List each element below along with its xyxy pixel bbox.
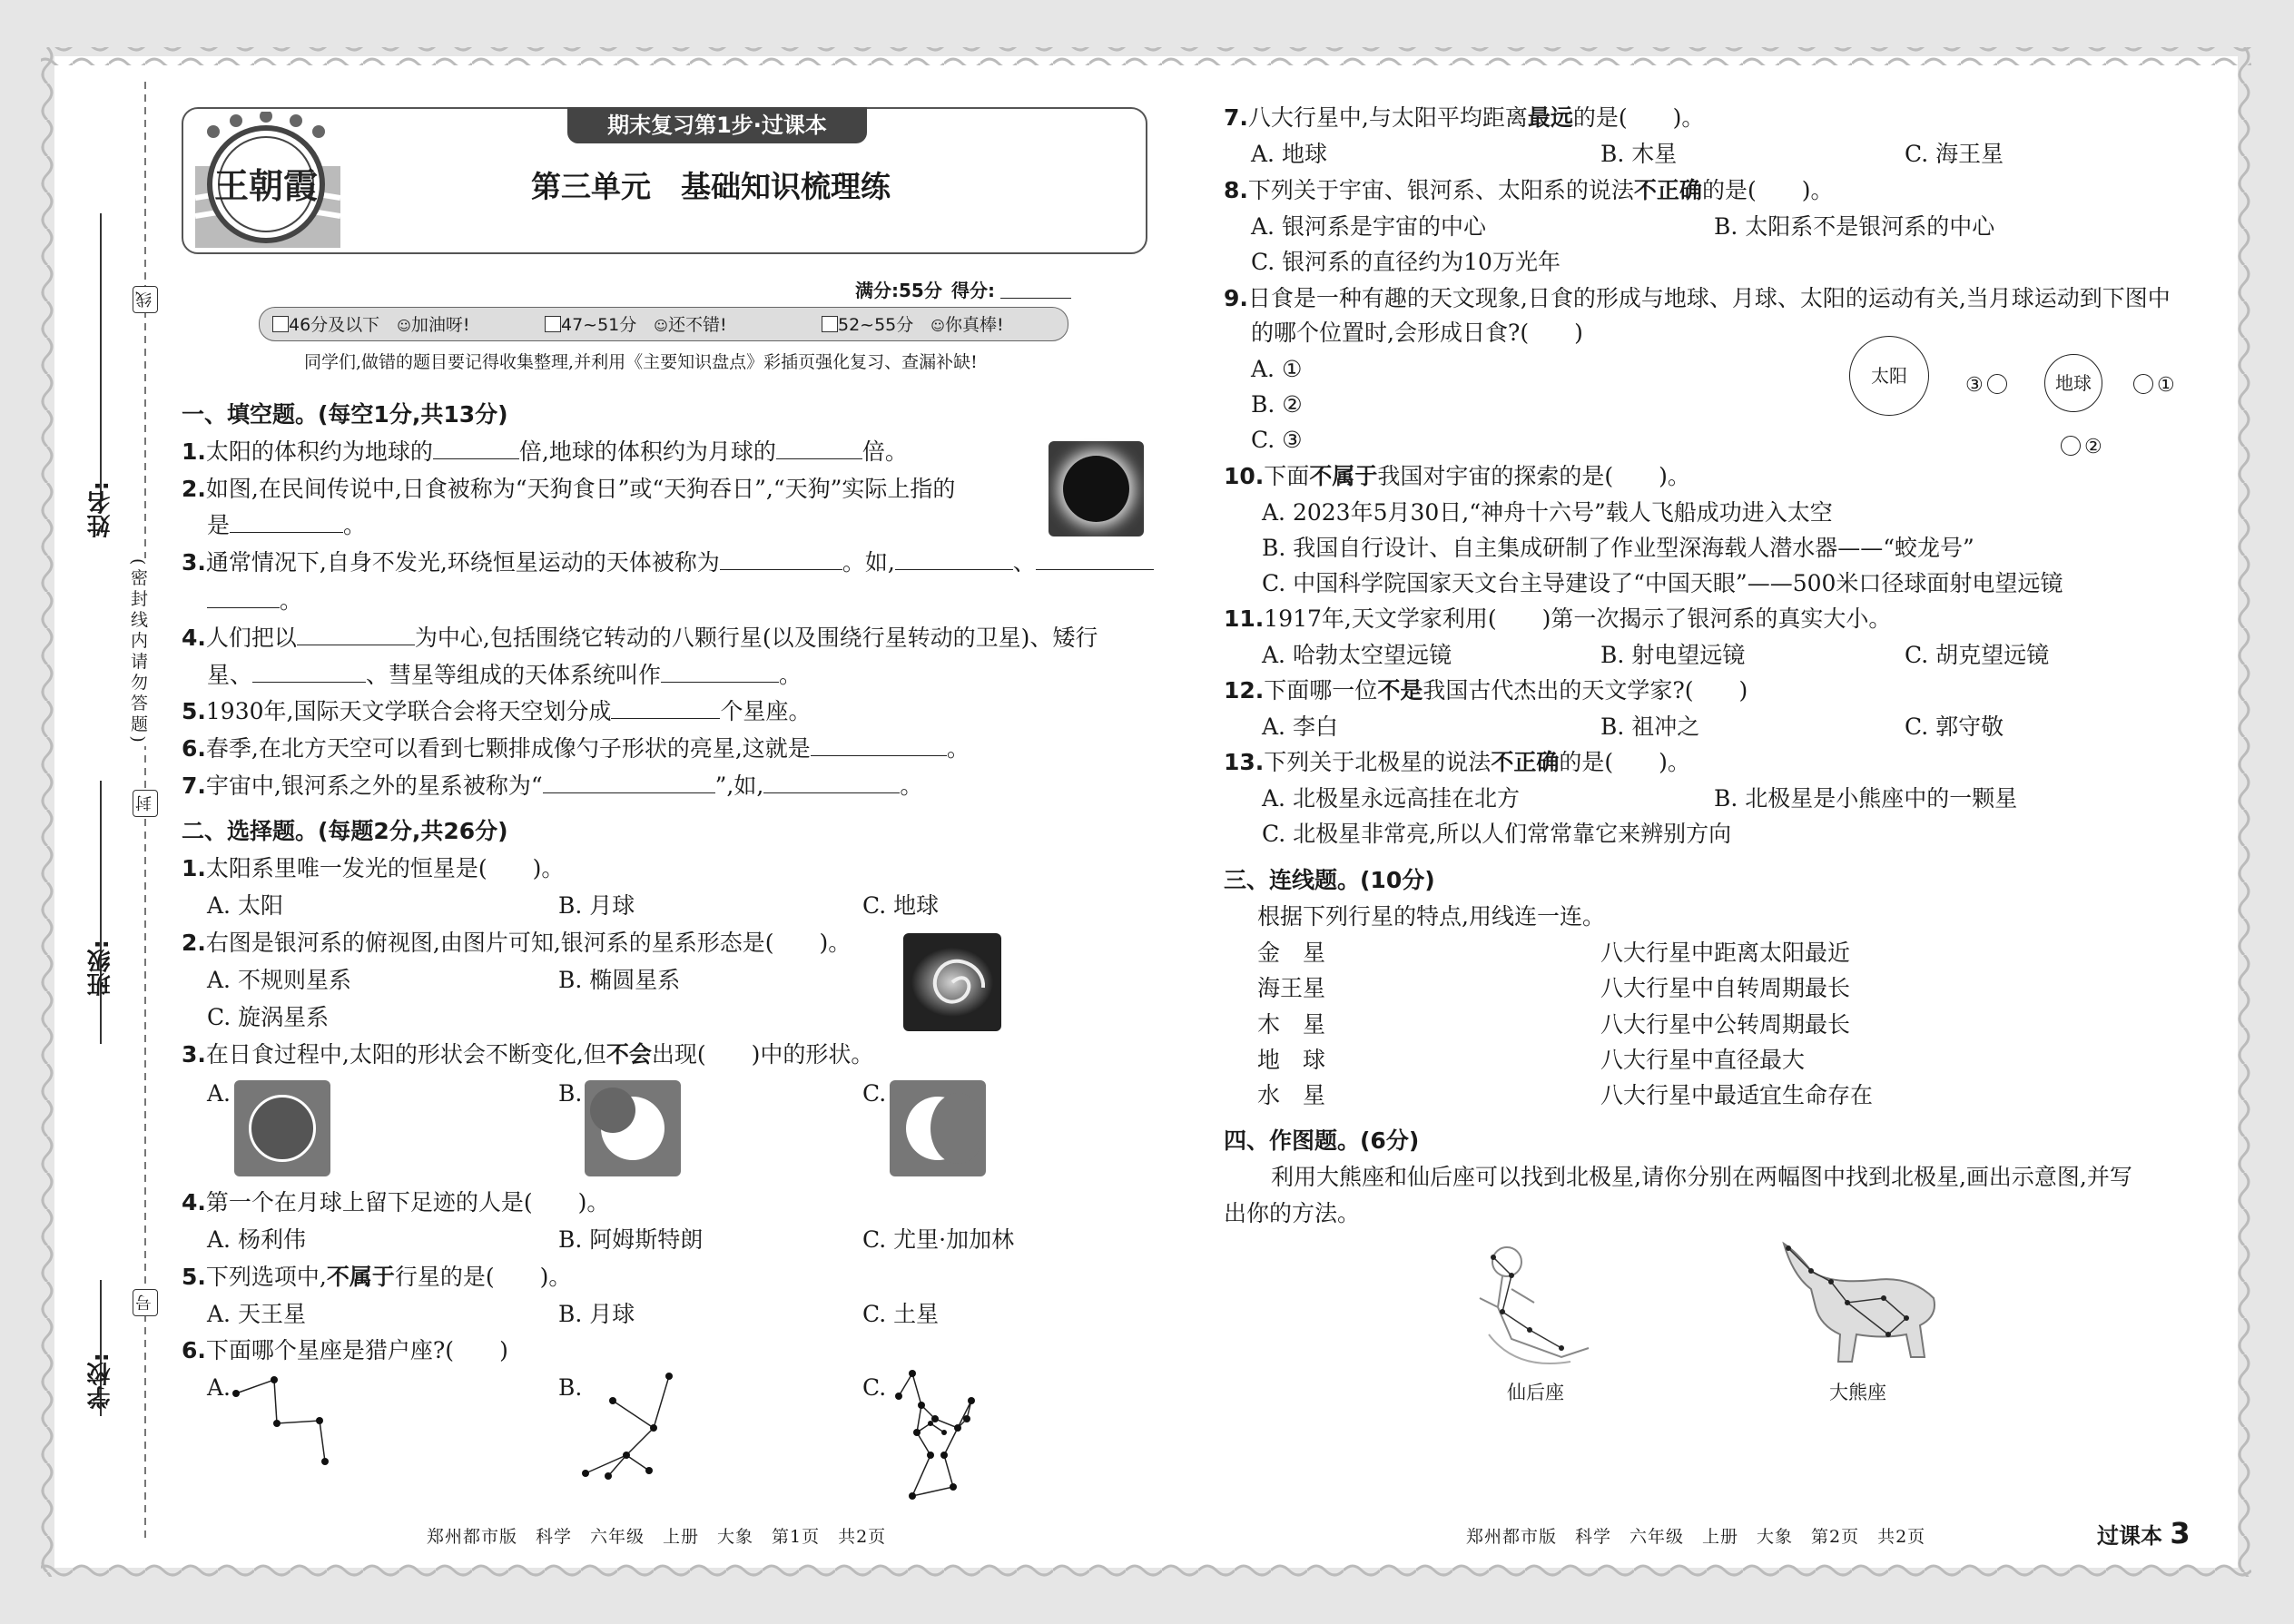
s2-q6-c: C. — [862, 1374, 887, 1401]
s1-q2-line2: 是 。 — [207, 512, 367, 538]
constellation-c — [881, 1369, 980, 1501]
s2-q1-c: C. 地球 — [862, 892, 940, 919]
feng-mark: 封 — [133, 790, 158, 817]
s3-intro: 根据下列行星的特点,用线连一连。 — [1257, 903, 1605, 930]
s2-q2: 2.右图是银河系的俯视图,由图片可知,银河系的星系形态是( )。 — [182, 930, 852, 956]
name-line — [100, 213, 129, 513]
s1-q3-line2: 。 — [207, 586, 302, 616]
s2-q1-a: A. 太阳 — [207, 892, 283, 919]
s2-q8-b: B. 太阳系不是银河系的中心 — [1714, 213, 1995, 240]
sun-circle: 太阳 — [1849, 336, 1929, 416]
grade-2: 47~51分 ☺还不错! — [545, 311, 727, 336]
s2-q7-c: C. 海王星 — [1905, 141, 2004, 167]
s1-q3: 3.通常情况下,自身不发光,环绕恒星运动的天体被称为 。如, 、 — [182, 547, 1154, 578]
cassiopeia-caption: 仙后座 — [1507, 1382, 1564, 1403]
s2-q10-b: B. 我国自行设计、自主集成研制了作业型深海载人潜水器——“蛟龙号” — [1262, 535, 1974, 561]
earth-circle: 地球 — [2044, 354, 2102, 412]
s2-q1-b: B. 月球 — [558, 892, 635, 919]
s2-q12-b: B. 祖冲之 — [1600, 714, 1700, 740]
feature-right-4[interactable]: 八大行星中直径最大 — [1600, 1047, 1806, 1073]
planet-left-5[interactable]: 水 星 — [1257, 1082, 1326, 1108]
s4-text-1: 利用大熊座和仙后座可以找到北极星,请你分别在两幅图中找到北极星,画出示意图,并写 — [1271, 1164, 2132, 1190]
s2-q9-line2: 的哪个位置时,会形成日食?( ) — [1251, 320, 1583, 346]
s2-q9-c: C. ③ — [1251, 427, 1303, 453]
s2-q8: 8.下列关于宇宙、银河系、太阳系的说法不正确的是( )。 — [1224, 177, 1834, 203]
s2-q5-a: A. 天王星 — [207, 1301, 306, 1327]
no-answer-note: (密封线内请勿答题) — [128, 558, 148, 746]
grade-3: 52~55分 ☺你真棒! — [822, 311, 1004, 336]
s2-q3-c: C. — [862, 1080, 887, 1107]
hao-mark: 号 — [133, 1289, 158, 1316]
section-4-title: 四、作图题。(6分) — [1224, 1127, 1420, 1154]
s2-q13-b: B. 北极星是小熊座中的一颗星 — [1714, 785, 2018, 812]
s2-q11: 11.1917年,天文学家利用( )第一次揭示了银河系的真实大小。 — [1224, 605, 1892, 632]
s2-q4-a: A. 杨利伟 — [207, 1226, 306, 1253]
class-line — [100, 781, 129, 1044]
s2-q2-b: B. 椭圆星系 — [558, 967, 681, 993]
feature-right-2[interactable]: 八大行星中自转周期最长 — [1600, 975, 1851, 1001]
ursa-major-figure — [1775, 1235, 1947, 1380]
section-2-title: 二、选择题。(每题2分,共26分) — [182, 818, 508, 844]
s2-q10: 10.下面不属于我国对宇宙的探索的是( )。 — [1224, 463, 1690, 489]
eclipse-option-a — [234, 1080, 330, 1176]
s2-q1: 1.太阳系里唯一发光的恒星是( )。 — [182, 855, 565, 881]
s2-q2-c: C. 旋涡星系 — [207, 1004, 330, 1030]
s2-q11-c: C. 胡克望远镜 — [1905, 642, 2050, 668]
s1-q4: 4.人们把以 为中心,包括围绕它转动的八颗行星(以及围绕行星转动的卫星)、矮行 — [182, 625, 1098, 651]
footer-tag: 过课本 3 — [2097, 1516, 2191, 1550]
s2-q7: 7.八大行星中,与太阳平均距离最远的是( )。 — [1224, 104, 1705, 131]
s2-q3-a: A. — [207, 1080, 231, 1107]
s2-q9-a: A. ① — [1251, 356, 1303, 382]
feature-right-3[interactable]: 八大行星中公转周期最长 — [1600, 1011, 1851, 1038]
s2-q10-a: A. 2023年5月30日,“神舟十六号”载人飞船成功进入太空 — [1262, 499, 1833, 526]
page-title: 第三单元 基础知识梳理练 — [531, 169, 891, 204]
notice: 同学们,做错的题目要记得收集整理,并利用《主要知识盘点》彩插页强化复习、查漏补缺! — [304, 352, 978, 372]
s1-q7: 7.宇宙中,银河系之外的星系被称为“ ”,如, 。 — [182, 773, 923, 799]
s2-q5-b: B. 月球 — [558, 1301, 635, 1327]
class-label: 班级: — [87, 940, 114, 997]
section-1-title: 一、填空题。(每空1分,共13分) — [182, 401, 508, 428]
s2-q11-a: A. 哈勃太空望远镜 — [1262, 642, 1452, 668]
logo — [195, 112, 340, 248]
cassiopeia-figure — [1462, 1235, 1607, 1380]
eclipse-option-b — [585, 1080, 681, 1176]
s2-q12-a: A. 李白 — [1262, 714, 1338, 740]
s2-q2-a: A. 不规则星系 — [207, 967, 351, 993]
s2-q9-b: B. ② — [1251, 391, 1303, 418]
solar-eclipse-image — [1049, 441, 1144, 536]
grade-1: 46分及以下 ☺加油呀! — [272, 311, 469, 336]
s1-q1: 1.太阳的体积约为地球的 倍,地球的体积约为月球的 倍。 — [182, 438, 908, 465]
school-label: 学校: — [87, 1353, 114, 1410]
s2-q12: 12.下面哪一位不是我国古代杰出的天文学家?( ) — [1224, 677, 1748, 704]
s2-q8-a: A. 银河系是宇宙的中心 — [1251, 213, 1486, 240]
s2-q6-a: A. — [207, 1374, 231, 1401]
s1-q2: 2.如图,在民间传说中,日食被称为“天狗食日”或“天狗吞日”,“天狗”实际上指的 — [182, 476, 956, 502]
s2-q6: 6.下面哪个星座是猎户座?( ) — [182, 1337, 508, 1363]
got-score-label: 得分: — [951, 280, 995, 301]
banner-label: 期末复习第1步·过课本 — [567, 107, 867, 143]
planet-left-4[interactable]: 地 球 — [1257, 1047, 1326, 1073]
planet-left-1[interactable]: 金 星 — [1257, 940, 1326, 966]
s2-q13: 13.下列关于北极星的说法不正确的是( )。 — [1224, 749, 1690, 775]
position-3: ③ — [1965, 374, 2007, 397]
position-1: ① — [2133, 374, 2175, 397]
s2-q7-a: A. 地球 — [1251, 141, 1327, 167]
milky-way-image — [903, 933, 1001, 1031]
s2-q4: 4.第一个在月球上留下足迹的人是( )。 — [182, 1189, 610, 1216]
section-3-title: 三、连线题。(10分) — [1224, 867, 1435, 893]
s2-q13-c: C. 北极星非常亮,所以人们常常靠它来辨别方向 — [1262, 821, 1732, 847]
s2-q3: 3.在日食过程中,太阳的形状会不断变化,但不会出现( )中的形状。 — [182, 1041, 874, 1068]
constellation-b — [576, 1369, 685, 1487]
s1-q5: 5.1930年,国际天文学联合会将天空划分成 个星座。 — [182, 698, 812, 724]
s2-q6-b: B. — [558, 1374, 583, 1401]
s2-q8-c: C. 银河系的直径约为10万光年 — [1251, 249, 1561, 275]
footer-left: 郑州都市版 科学 六年级 上册 大象 第1页 共2页 — [427, 1527, 887, 1547]
s2-q3-b: B. — [558, 1080, 583, 1107]
feature-right-5[interactable]: 八大行星中最适宜生命存在 — [1600, 1082, 1874, 1108]
got-score-blank[interactable] — [1000, 298, 1071, 299]
eclipse-option-c — [890, 1080, 986, 1176]
s2-q4-c: C. 尤里·加加林 — [862, 1226, 1015, 1253]
position-2: ② — [2061, 436, 2102, 458]
s2-q13-a: A. 北极星永远高挂在北方 — [1262, 785, 1520, 812]
s1-q6: 6.春季,在北方天空可以看到七颗排成像勺子形状的亮星,这就是 。 — [182, 735, 970, 762]
svg-text:王朝霞: 王朝霞 — [213, 165, 319, 206]
xian-mark: 线 — [133, 286, 158, 313]
full-score: 满分:55分 — [855, 280, 942, 301]
s2-q4-b: B. 阿姆斯特朗 — [558, 1226, 704, 1253]
constellation-a — [227, 1371, 336, 1471]
planet-left-3[interactable]: 木 星 — [1257, 1011, 1326, 1038]
s2-q5: 5.下列选项中,不属于行星的是( )。 — [182, 1264, 572, 1290]
name-label: 姓名: — [87, 481, 114, 538]
footer-right: 郑州都市版 科学 六年级 上册 大象 第2页 共2页 — [1466, 1527, 1926, 1547]
s1-q4-line2: 星、 、彗星等组成的天体系统叫作 。 — [207, 662, 802, 688]
feature-right-1[interactable]: 八大行星中距离太阳最近 — [1600, 940, 1851, 966]
s2-q7-b: B. 木星 — [1600, 141, 1678, 167]
s2-q9: 9.日食是一种有趣的天文现象,日食的形成与地球、月球、太阳的运动有关,当月球运动到下图中 — [1224, 285, 2171, 311]
s4-text-2: 出你的方法。 — [1224, 1200, 1361, 1226]
s2-q11-b: B. 射电望远镜 — [1600, 642, 1746, 668]
s2-q10-c: C. 中国科学院国家天文台主导建设了“中国天眼”——500米口径球面射电望远镜 — [1262, 570, 2063, 596]
ursa-major-caption: 大熊座 — [1829, 1382, 1886, 1403]
s2-q5-c: C. 土星 — [862, 1301, 940, 1327]
planet-left-2[interactable]: 海王星 — [1257, 975, 1326, 1001]
s2-q12-c: C. 郭守敬 — [1905, 714, 2004, 740]
